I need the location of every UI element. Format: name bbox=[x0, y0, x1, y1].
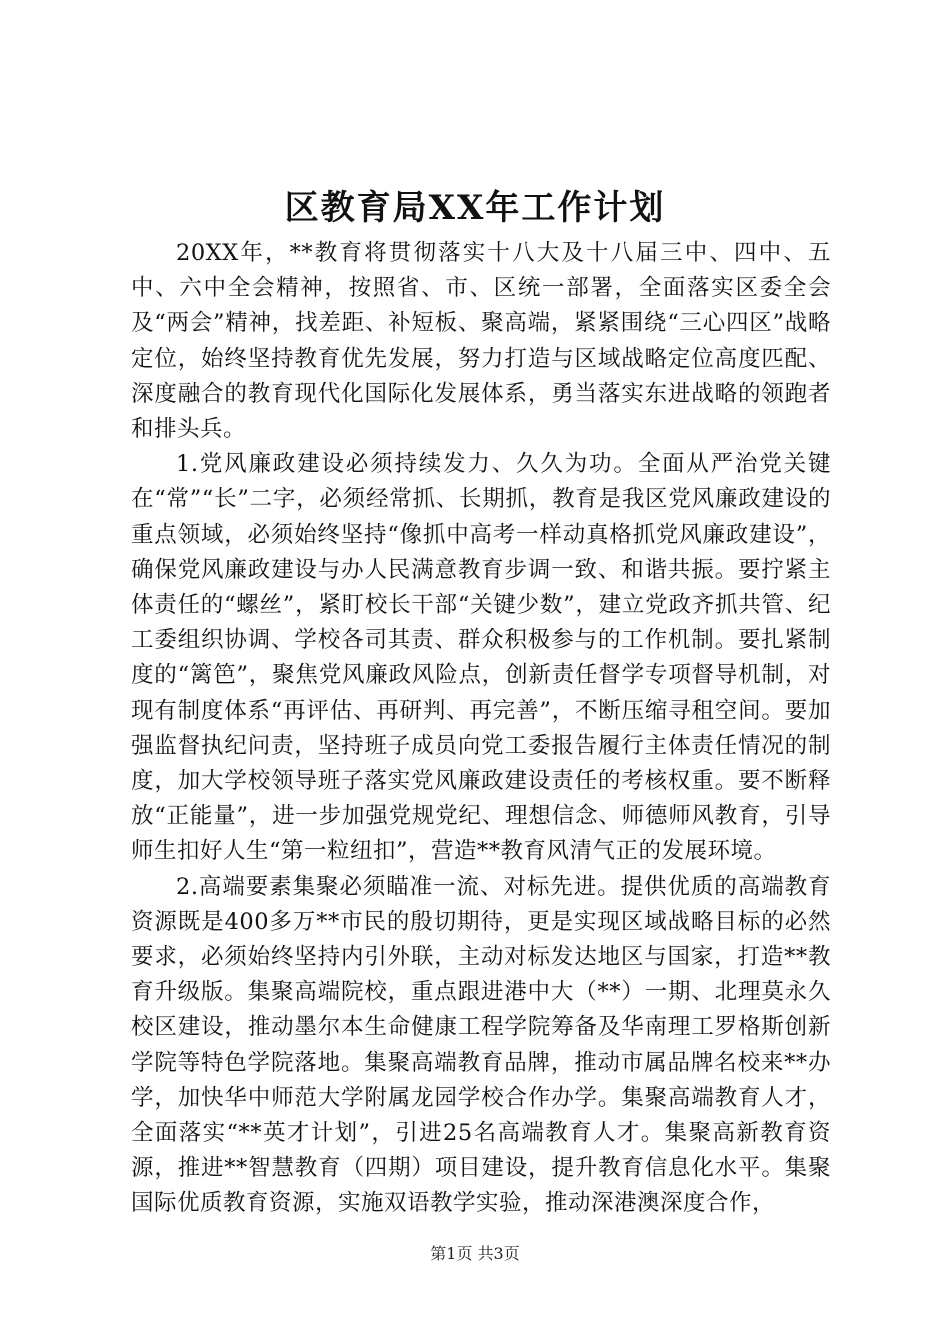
section-2-paragraph: 2.高端要素集聚必须瞄准一流、对标先进。提供优质的高端教育资源既是400多万**市民的殷切期待，更是实现区域战略目标的必然要求，必须始终坚持内引外联，主动对标发达地区与国家，打造**教育升级版。集聚高端院校，重点跟进港中大（**）一期、北理莫永久校区建设，推动墨尔本生命健康工程学院筹备及华南理工罗格斯创新学院等特色学院落地。集聚高端教育品牌，推动市属品牌名校来**办学，加快华中师范大学附属龙园学校合作办学。集聚高端教育人才，全面落实“**英才计划”，引进25名高端教育人才。集聚高新教育资源，推进**智慧教育（四期）项目建设，提升教育信息化水平。集聚国际优质教育资源，实施双语教学实验，推动深港澳深度合作， bbox=[131, 873, 831, 1217]
document-title: 区教育局XX年工作计划 bbox=[284, 188, 666, 228]
section-1-paragraph: 1.党风廉政建设必须持续发力、久久为功。全面从严治党关键在“常”“长”二字，必须经常抓、长期抓，教育是我区党风廉政建设的重点领域，必须始终坚持“像抓中高考一样动真格抓党风廉政建设”，确保党风廉政建设与办人民满意教育步调一致、和谐共振。要拧紧主体责任的“螺丝”，紧盯校长干部“关键少数”，建立党政齐抓共管、纪工委组织协调、学校各司其责、群众积极参与的工作机制。要扎紧制度的“篱笆”，聚焦党风廉政风险点，创新责任督学专项督导机制，对现有制度体系“再评估、再研判、再完善”，不断压缩寻租空间。要加强监督执纪问责，坚持班子成员向党工委报告履行主体责任情况的制度，加大学校领导班子落实党风廉政建设责任的考核权重。要不断释放“正能量”，进一步加强党规党纪、理想信念、师德师风教育，引导师生扣好人生“第一粒纽扣”，营造**教育风清气正的发展环境。 bbox=[131, 451, 831, 865]
intro-paragraph: 20XX年，**教育将贯彻落实十八大及十八届三中、四中、五中、六中全会精神，按照省、市、区统一部署，全面落实区委全会及“两会”精神，找差距、补短板、聚高端，紧紧围绕“三心四区”战略定位，始终坚持教育优先发展，努力打造与区域战略定位高度匹配、深度融合的教育现代化国际化发展体系，勇当落实东进战略的领跑者和排头兵。 bbox=[131, 240, 831, 443]
page-footer: 第1页 共3页 bbox=[430, 1244, 520, 1263]
document-body bbox=[131, 236, 831, 1222]
